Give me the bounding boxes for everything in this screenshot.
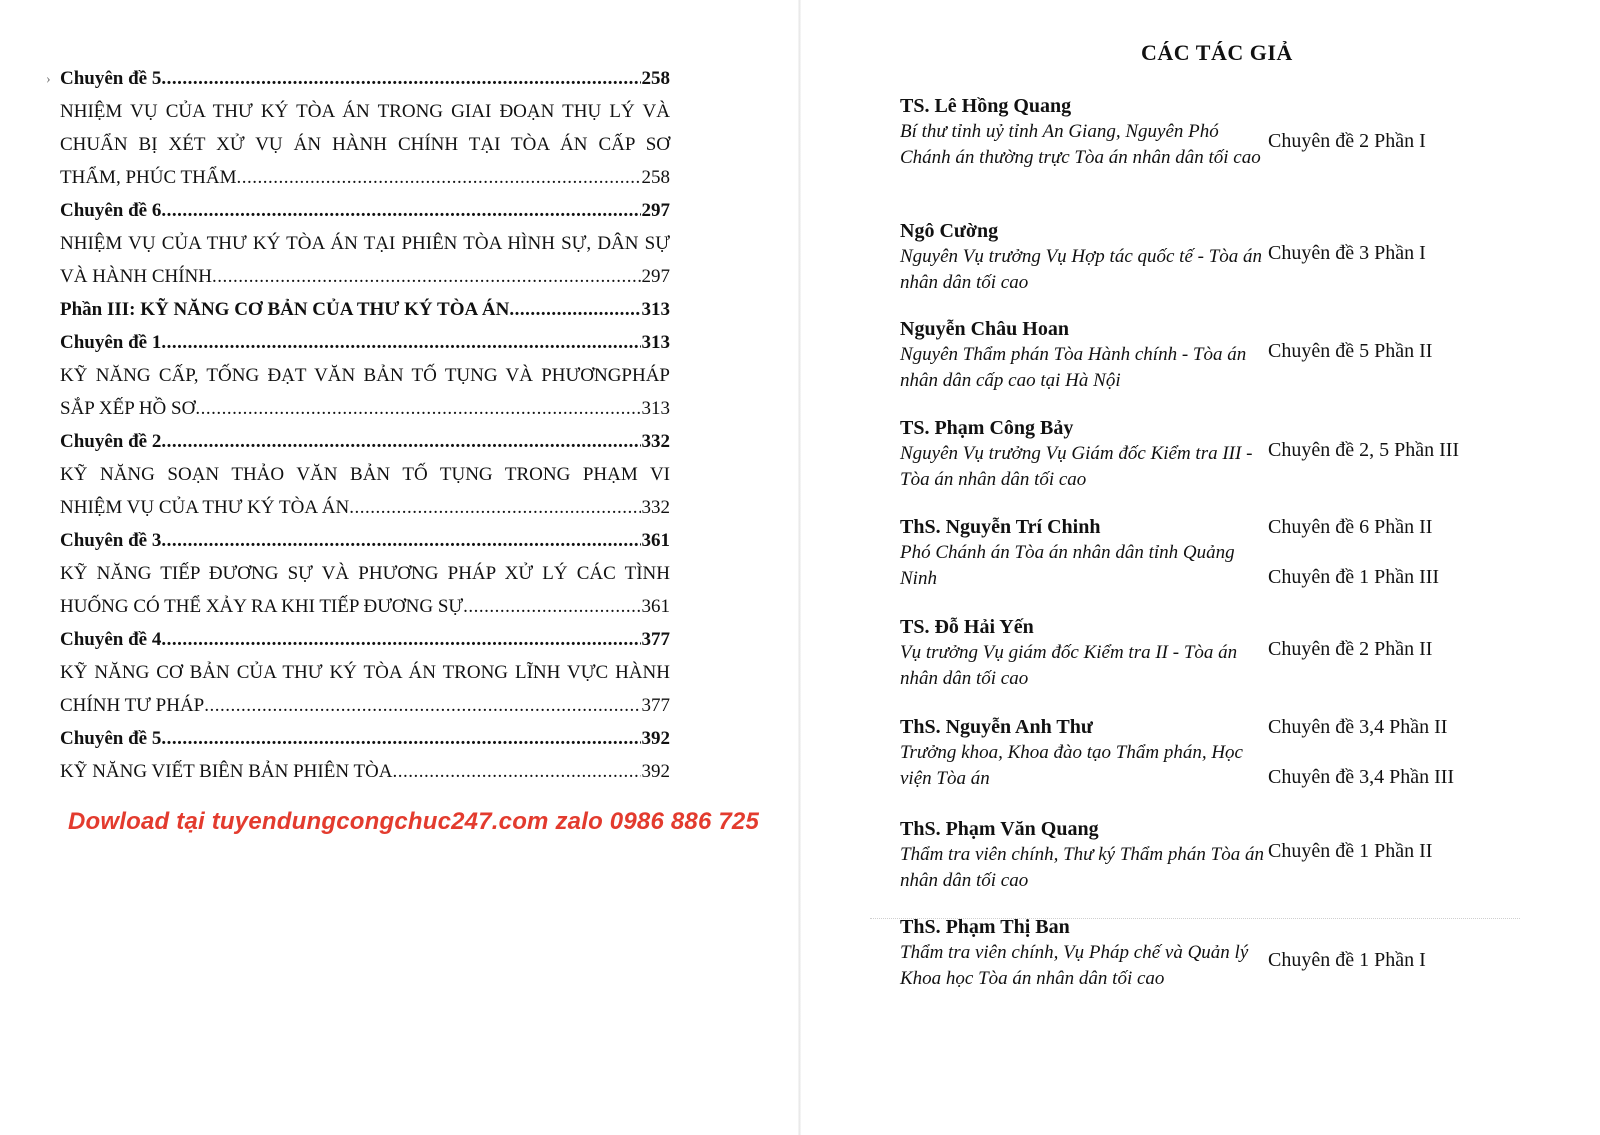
- toc-page-number: 313: [641, 398, 670, 419]
- download-watermark[interactable]: Dowload tại tuyendungcongchuc247.com zalo 0986 886 725: [68, 808, 760, 835]
- toc-text: KỸ NĂNG VIẾT BIÊN BẢN PHIÊN TÒA: [60, 761, 393, 782]
- toc-leader: [236, 161, 640, 194]
- toc-line: [60, 95, 670, 128]
- author-topic: Chuyên đề 5 Phần II: [1268, 340, 1433, 362]
- toc-leader: [509, 293, 640, 326]
- toc-text: KỸ NĂNG CẤP, TỐNG ĐẠT VĂN BẢN TỐ TỤNG VÀ PHƯƠNGPHÁP: [60, 365, 670, 386]
- toc-line: [60, 425, 670, 458]
- toc-text: Chuyên đề 1: [60, 332, 162, 353]
- author-role: Thẩm tra viên chính, Vụ Pháp chế và Quản lý Khoa học Tòa án nhân dân tối cao: [900, 942, 1249, 989]
- author-topic: Chuyên đề 1 Phần I: [1268, 949, 1426, 971]
- toc-text: Chuyên đề 2: [60, 431, 162, 452]
- toc-leader: [161, 524, 640, 557]
- toc-text: Phần III: KỸ NĂNG CƠ BẢN CỦA THƯ KÝ TÒA ÁN: [60, 299, 510, 320]
- author-role: Nguyên Vụ trưởng Vụ Hợp tác quốc tế - Tòa án nhân dân tối cao: [900, 246, 1263, 293]
- toc-line: [60, 62, 670, 95]
- author-role: Trưởng khoa, Khoa đào tạo Thẩm phán, Học viện Tòa án: [900, 742, 1243, 789]
- author-topic: Chuyên đề 6 Phần II: [1268, 516, 1433, 538]
- toc-page-number: 297: [641, 266, 670, 287]
- toc-text: KỸ NĂNG TIẾP ĐƯƠNG SỰ VÀ PHƯƠNG PHÁP XỬ LÝ CÁC TÌNH: [60, 563, 670, 584]
- toc-page-number: 258: [641, 68, 670, 89]
- toc-text: Chuyên đề 5: [60, 728, 162, 749]
- toc-leader: [212, 260, 641, 293]
- toc-line: [60, 161, 670, 194]
- toc-page-number: 377: [641, 695, 670, 716]
- toc-line: [60, 722, 670, 755]
- toc-leader: [195, 392, 640, 425]
- toc-line: [60, 260, 670, 293]
- margin-mark: ›: [46, 72, 51, 87]
- toc-text: NHIỆM VỤ CỦA THƯ KÝ TÒA ÁN: [60, 497, 350, 518]
- toc-leader: [349, 491, 640, 524]
- toc-line: [60, 755, 670, 788]
- toc-line: [60, 491, 670, 524]
- toc-page-number: 332: [641, 497, 670, 518]
- toc-line: [60, 293, 670, 326]
- toc-leader: [204, 689, 640, 722]
- toc-text: Chuyên đề 3: [60, 530, 162, 551]
- toc-text: NHIỆM VỤ CỦA THƯ KÝ TÒA ÁN TRONG GIAI ĐOẠN THỤ LÝ VÀ: [60, 101, 670, 122]
- toc-leader: [161, 623, 640, 656]
- toc-text: SẮP XẾP HỒ SƠ: [60, 398, 196, 419]
- author-topic: Chuyên đề 2, 5 Phần III: [1268, 439, 1460, 461]
- toc-line: [60, 326, 670, 359]
- toc-page-number: 392: [641, 728, 670, 749]
- author-topic: Chuyên đề 3 Phần I: [1268, 242, 1426, 264]
- toc-text: Chuyên đề 6: [60, 200, 162, 221]
- toc-line: [60, 458, 670, 491]
- author-topic: Chuyên đề 2 Phần II: [1268, 638, 1433, 660]
- table-of-contents: [60, 62, 670, 788]
- author-name: ThS. Nguyễn Anh Thư: [900, 716, 1093, 738]
- toc-text: NHIỆM VỤ CỦA THƯ KÝ TÒA ÁN TẠI PHIÊN TÒA HÌNH SỰ, DÂN SỰ: [60, 233, 670, 254]
- toc-leader: [393, 755, 641, 788]
- toc-text: VÀ HÀNH CHÍNH: [60, 266, 212, 287]
- author-name: TS. Phạm Công Bảy: [900, 417, 1074, 439]
- author-topic: Chuyên đề 3,4 Phần III: [1268, 766, 1455, 788]
- toc-text: KỸ NĂNG SOẠN THẢO VĂN BẢN TỐ TỤNG TRONG PHẠM VI: [60, 464, 670, 485]
- toc-leader: [161, 722, 640, 755]
- toc-page-number: 361: [641, 596, 670, 617]
- toc-page-number: 313: [641, 332, 670, 353]
- toc-leader: [161, 194, 640, 227]
- author-topic: Chuyên đề 1 Phần II: [1268, 840, 1433, 862]
- toc-line: [60, 689, 670, 722]
- toc-page-number: 258: [641, 167, 670, 188]
- toc-line: [60, 194, 670, 227]
- author-name: TS. Lê Hồng Quang: [900, 95, 1072, 117]
- toc-line: [60, 590, 670, 623]
- toc-leader: [463, 590, 640, 623]
- toc-page-number: 377: [641, 629, 670, 650]
- author-role: Nguyên Thẩm phán Tòa Hành chính - Tòa án nhân dân cấp cao tại Hà Nội: [900, 344, 1247, 391]
- toc-text: Chuyên đề 5: [60, 68, 162, 89]
- author-role: Nguyên Vụ trưởng Vụ Giám đốc Kiểm tra III - Tòa án nhân dân tối cao: [900, 443, 1253, 490]
- toc-page-number: 332: [641, 431, 670, 452]
- toc-leader: [161, 62, 640, 95]
- author-topic: Chuyên đề 1 Phần III: [1268, 566, 1440, 588]
- author-name: ThS. Phạm Văn Quang: [900, 818, 1099, 840]
- toc-page-number: 361: [641, 530, 670, 551]
- toc-text: KỸ NĂNG CƠ BẢN CỦA THƯ KÝ TÒA ÁN TRONG LĨNH VỰC HÀNH: [60, 662, 670, 683]
- author-role: Thẩm tra viên chính, Thư ký Thẩm phán Tòa án nhân dân tối cao: [900, 844, 1264, 891]
- toc-line: [60, 557, 670, 590]
- toc-line: [60, 392, 670, 425]
- toc-line: [60, 656, 670, 689]
- toc-text: THẨM, PHÚC THẨM: [60, 167, 237, 188]
- author-topic: Chuyên đề 2 Phần I: [1268, 130, 1426, 152]
- toc-text: HUỐNG CÓ THỂ XẢY RA KHI TIẾP ĐƯƠNG SỰ: [60, 596, 464, 617]
- toc-page-number: 392: [641, 761, 670, 782]
- toc-line: [60, 227, 670, 260]
- author-topic: Chuyên đề 3,4 Phần II: [1268, 716, 1448, 738]
- toc-text: CHÍNH TƯ PHÁP: [60, 695, 205, 716]
- toc-line: [60, 524, 670, 557]
- author-name: ThS. Phạm Thị Ban: [900, 916, 1070, 938]
- author-name: Nguyễn Châu Hoan: [900, 318, 1069, 340]
- scan-artifact-line: [870, 918, 1520, 920]
- author-name: TS. Đỗ Hải Yến: [900, 616, 1034, 638]
- toc-page-number: 313: [641, 299, 670, 320]
- toc-line: [60, 623, 670, 656]
- toc-text: CHUẨN BỊ XÉT XỬ VỤ ÁN HÀNH CHÍNH TẠI TÒA ÁN CẤP SƠ: [60, 134, 670, 155]
- author-role: Bí thư tỉnh uỷ tỉnh An Giang, Nguyên Phó Chánh án thường trực Tòa án nhân dân tối cao: [900, 121, 1261, 168]
- authors-title: CÁC TÁC GIẢ: [1141, 40, 1293, 65]
- author-name: ThS. Nguyễn Trí Chinh: [900, 516, 1101, 538]
- toc-page-number: 297: [641, 200, 670, 221]
- toc-leader: [161, 425, 640, 458]
- toc-text: Chuyên đề 4: [60, 629, 162, 650]
- toc-line: [60, 128, 670, 161]
- author-name: Ngô Cường: [900, 220, 999, 242]
- toc-line: [60, 359, 670, 392]
- author-role: Vụ trưởng Vụ giám đốc Kiểm tra II - Tòa án nhân dân tối cao: [900, 642, 1238, 689]
- author-role: Phó Chánh án Tòa án nhân dân tỉnh Quảng Ninh: [900, 542, 1235, 589]
- toc-leader: [161, 326, 640, 359]
